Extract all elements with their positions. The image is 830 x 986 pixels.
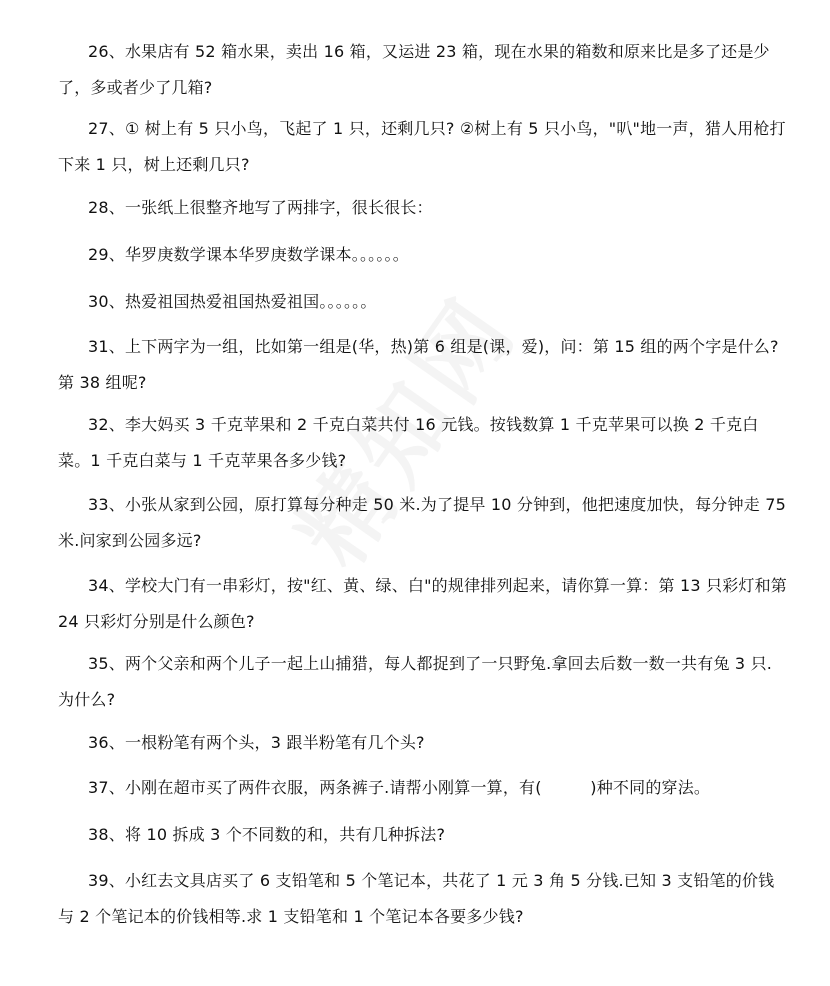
question-31: 31、上下两字为一组，比如第一组是(华，热)第 6 组是(课，爱)，问：第 15 组的两个字是什么?第 38 组呢? <box>58 337 779 392</box>
question-34: 34、学校大门有一串彩灯，按"红、黄、绿、白"的规律排列起来，请你算一算：第 13 只彩灯和第 24 只彩灯分别是什么颜色? <box>58 576 788 631</box>
question-36: 36、一根粉笔有两个头，3 跟半粉笔有几个头? <box>88 733 425 752</box>
question-29: 29、华罗庚数学课本华罗庚数学课本。。。。。。 <box>88 245 409 264</box>
question-39: 39、小红去文具店买了 6 支铅笔和 5 个笔记本，共花了 1 元 3 角 5 分钱.已知 3 支铅笔的价钱与 2 个笔记本的价钱相等.求 1 支铅笔和 1 个笔记本各要多少钱? <box>58 871 775 926</box>
question-38: 38、将 10 拆成 3 个不同数的和，共有几种拆法? <box>88 825 446 844</box>
question-37: 37、小刚在超市买了两件衣服，两条裤子.请帮小刚算一算，有( )种不同的穿法。 <box>88 778 711 797</box>
question-30: 30、热爱祖国热爱祖国热爱祖国。。。。。。 <box>88 292 377 311</box>
question-32: 32、李大妈买 3 千克苹果和 2 千克白菜共付 16 元钱。按钱数算 1 千克苹果可以换 2 千克白菜。1 千克白菜与 1 千克苹果各多少钱? <box>58 415 759 470</box>
question-26: 26、水果店有 52 箱水果，卖出 16 箱，又运进 23 箱，现在水果的箱数和原来比是多了还是少了，多或者少了几箱? <box>58 42 770 97</box>
question-27: 27、① 树上有 5 只小鸟，飞起了 1 只，还剩几只? ②树上有 5 只小鸟，"叭"地一声，猎人用枪打下来 1 只，树上还剩几只? <box>58 119 786 174</box>
question-35: 35、两个父亲和两个儿子一起上山捕猎，每人都捉到了一只野兔.拿回去后数一数一共有兔 3 只.为什么? <box>58 654 773 709</box>
question-28: 28、一张纸上很整齐地写了两排字，很长很长： <box>88 198 433 217</box>
question-33: 33、小张从家到公园，原打算每分种走 50 米.为了提早 10 分钟到，他把速度加快，每分钟走 75 米.问家到公园多远? <box>58 495 786 550</box>
